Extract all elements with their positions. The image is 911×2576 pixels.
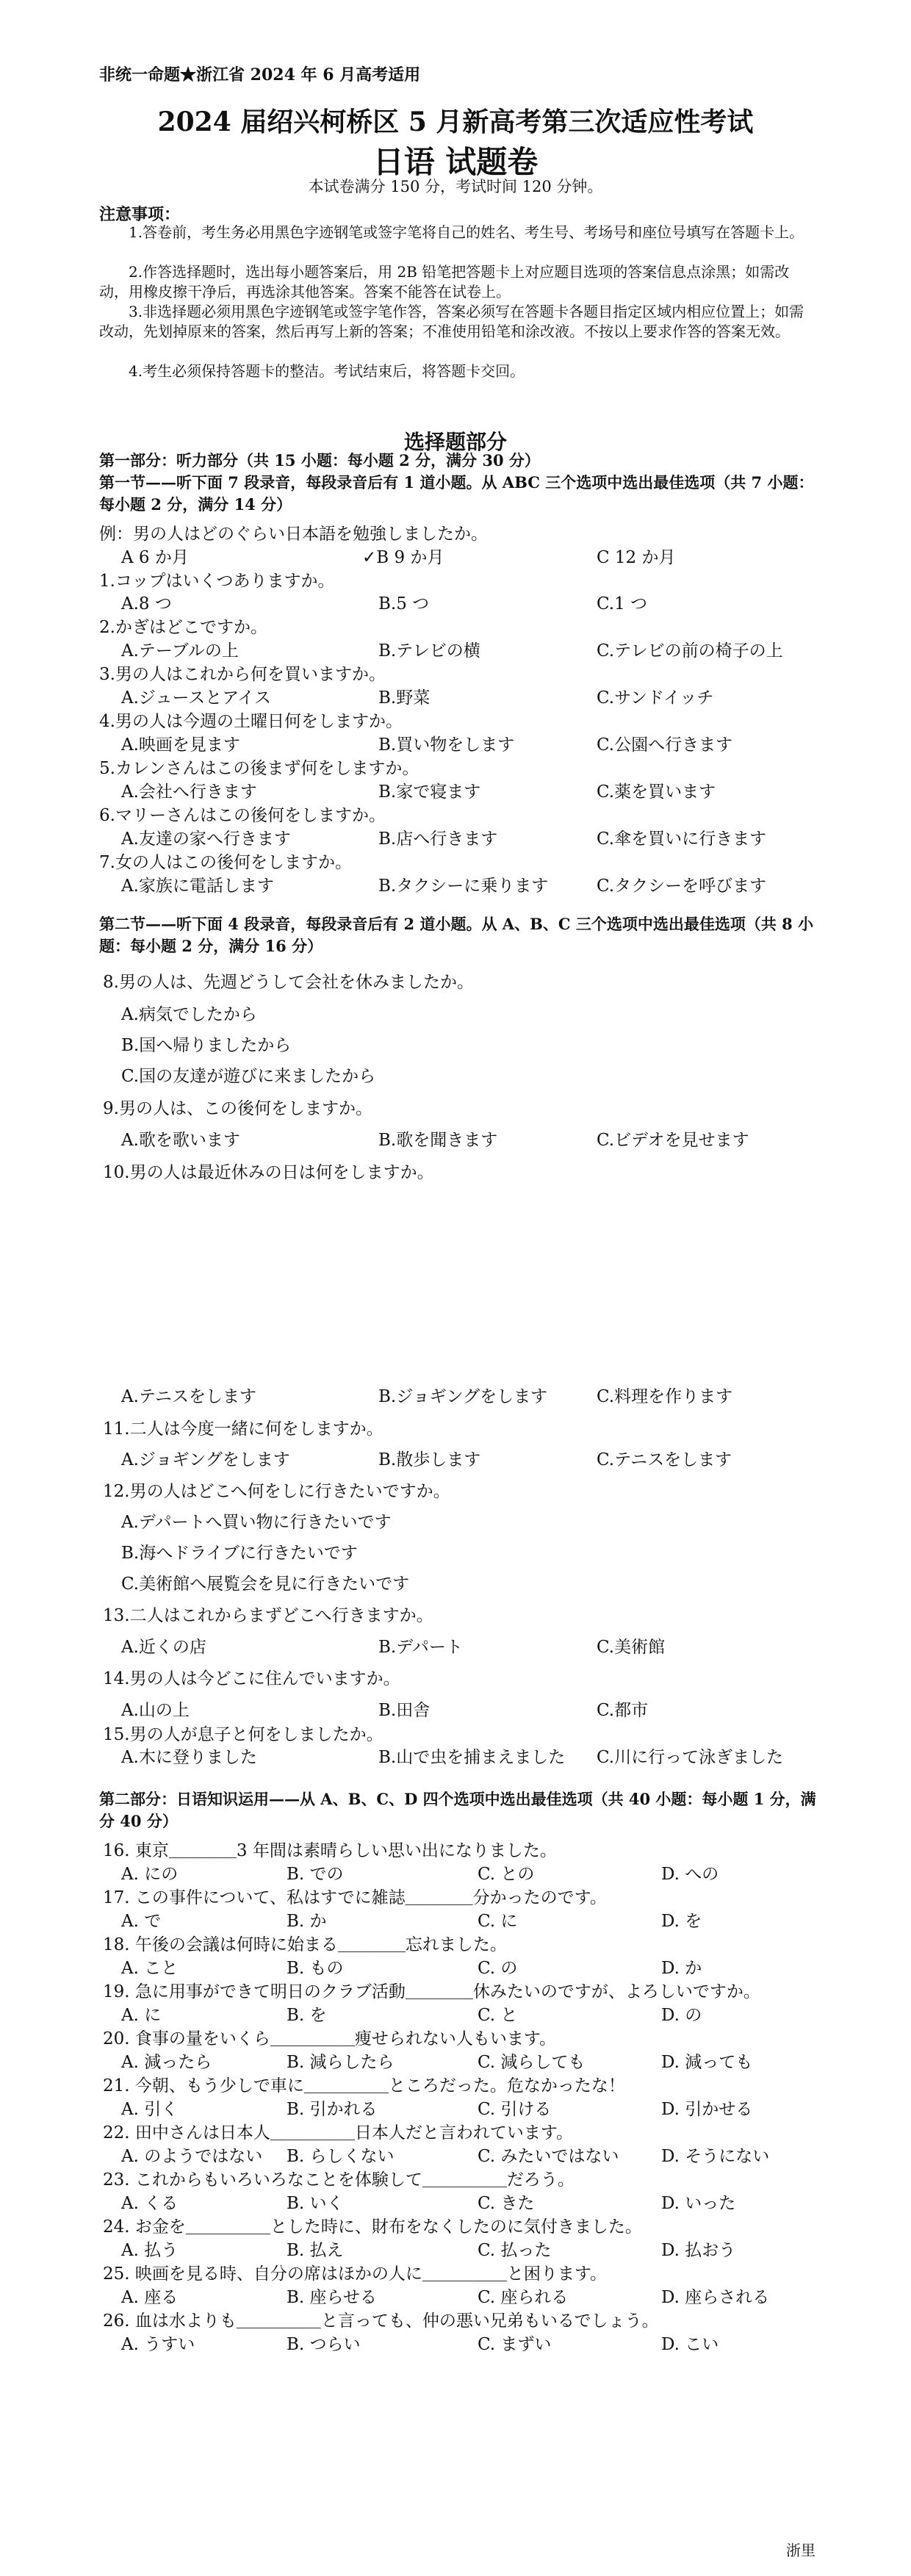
- q16-option-d: D. への: [661, 1865, 719, 1884]
- q9-option-a: A.歌を歌います: [121, 1131, 240, 1150]
- exam-info: 本试卷满分 150 分，考试时间 120 分钟。: [308, 178, 603, 195]
- q17-option-d: D. を: [661, 1912, 702, 1931]
- q24-option-d: D. 払おう: [661, 2241, 736, 2260]
- q26-option-b: B. つらい: [287, 2335, 361, 2354]
- q3-option-a: A.ジュースとアイス: [121, 688, 272, 708]
- q18-option-d: D. か: [661, 1959, 702, 1978]
- q25-option-d: D. 座らされる: [661, 2288, 770, 2307]
- q15-option-c: C.川に行って泳ぎました: [597, 1748, 784, 1767]
- q23-option-c: C. きた: [478, 2194, 535, 2213]
- q19-option-d: D. の: [661, 2006, 702, 2025]
- notice-item: 1.答卷前，考生务必用黑色字迹钢笔或签字笔将自己的姓名、考生号、考场号和座位号填写在答题卡上。: [129, 223, 804, 241]
- q11-option-c: C.テニスをします: [597, 1450, 732, 1469]
- q13-option-b: B.デパート: [378, 1638, 463, 1657]
- q7-option-b: B.タクシーに乗ります: [378, 877, 549, 896]
- question-24: 24. お金を＿＿＿＿＿とした時に、財布をなくしたのに気付きました。: [103, 2217, 642, 2237]
- q25-option-a: A. 座る: [121, 2288, 179, 2307]
- q4-option-c: C.公園へ行きます: [597, 735, 733, 755]
- question-17: 17. この事件について、私はすでに雑誌＿＿＿＿分かったのです。: [103, 1888, 607, 1907]
- q1-option-a: A.8 つ: [121, 594, 172, 614]
- q22-option-b: B. らしくない: [287, 2147, 395, 2166]
- q11-option-a: A.ジョギングをします: [121, 1450, 290, 1469]
- q2-option-b: B.テレビの横: [378, 641, 480, 661]
- question-7: 7.女の人はこの後何をしますか。: [99, 853, 352, 872]
- q14-option-b: B.田舎: [378, 1701, 431, 1720]
- q22-option-c: C. みたいではない: [478, 2147, 619, 2166]
- q12-option-b: B.海へドライブに行きたいです: [121, 1544, 358, 1563]
- q18-option-b: B. もの: [287, 1959, 344, 1978]
- example-option-a: A 6 か月: [121, 548, 189, 567]
- q3-option-c: C.サンドイッチ: [597, 688, 714, 708]
- q3-option-b: B.野菜: [378, 688, 431, 708]
- q7-option-a: A.家族に電話します: [121, 877, 274, 896]
- part1-title: 第一部分：听力部分（共 15 小题：每小题 2 分，满分 30 分）: [99, 451, 540, 469]
- q2-option-c: C.テレビの前の椅子の上: [597, 641, 783, 661]
- q16-option-c: C. との: [478, 1865, 535, 1884]
- question-11: 11.二人は今度一緒に何をしますか。: [103, 1420, 384, 1439]
- q22-option-d: D. そうにない: [661, 2147, 770, 2166]
- question-26: 26. 血は水よりも＿＿＿＿＿と言っても、仲の悪い兄弟もいるでしょう。: [103, 2311, 659, 2331]
- q23-option-a: A. くる: [121, 2194, 179, 2213]
- question-18: 18. 午後の会議は何時に始まる＿＿＿＿忘れました。: [103, 1935, 507, 1954]
- q13-option-a: A.近くの店: [121, 1638, 206, 1657]
- q16-option-a: A. にの: [121, 1865, 179, 1884]
- q14-option-a: A.山の上: [121, 1701, 190, 1720]
- q5-option-a: A.会社へ行きます: [121, 782, 257, 802]
- question-15: 15.男の人が息子と何をしましたか。: [103, 1725, 384, 1744]
- question-14: 14.男の人は今どこに住んでいますか。: [103, 1669, 400, 1688]
- q21-option-b: B. 引かれる: [287, 2100, 378, 2119]
- q10-option-a: A.テニスをします: [121, 1387, 257, 1406]
- q6-option-c: C.傘を買いに行きます: [597, 830, 767, 849]
- q5-option-b: B.家で寝ます: [378, 782, 481, 802]
- q21-option-a: A. 引く: [121, 2100, 179, 2119]
- q23-option-d: D. いった: [661, 2194, 736, 2213]
- example-option-b: ✓B 9 か月: [362, 548, 444, 567]
- q1-option-b: B.5 つ: [378, 594, 430, 614]
- q23-option-b: B. いく: [287, 2194, 344, 2213]
- question-16: 16. 東京＿＿＿＿3 年間は素晴らしい思い出になりました。: [103, 1841, 557, 1860]
- question-12: 12.男の人はどこへ何をしに行きたいですか。: [103, 1482, 450, 1501]
- question-10: 10.男の人は最近休みの日は何をしますか。: [103, 1163, 434, 1182]
- q10-option-b: B.ジョギングをします: [378, 1387, 548, 1406]
- q7-option-c: C.タクシーを呼びます: [597, 877, 767, 896]
- q21-option-d: D. 引かせる: [661, 2100, 753, 2119]
- question-5: 5.カレンさんはこの後まず何をしますか。: [99, 759, 420, 778]
- q2-option-a: A.テーブルの上: [121, 641, 239, 661]
- notice-heading: 注意事项：: [99, 205, 181, 224]
- question-25: 25. 映画を見る時、自分の席はほかの人に＿＿＿＿＿と困ります。: [103, 2264, 608, 2284]
- q17-option-c: C. に: [478, 1912, 518, 1931]
- q26-option-a: A. うすい: [121, 2335, 195, 2354]
- q12-option-a: A.デパートへ買い物に行きたいです: [121, 1513, 392, 1532]
- question-8: 8.男の人は、先週どうして会社を休みましたか。: [103, 973, 474, 992]
- q9-option-b: B.歌を聞きます: [378, 1131, 498, 1150]
- q19-option-b: B. を: [287, 2006, 327, 2025]
- question-2: 2.かぎはどこですか。: [99, 618, 267, 637]
- exam-title: 2024 届绍兴柯桥区 5 月新高考第三次适应性考试: [157, 107, 754, 137]
- q18-option-c: C. の: [478, 1959, 518, 1978]
- question-4: 4.男の人は今週の土曜日何をしますか。: [99, 712, 403, 731]
- question-22: 22. 田中さんは日本人＿＿＿＿＿日本人だと言われています。: [103, 2123, 574, 2143]
- q20-option-d: D. 減っても: [661, 2053, 753, 2072]
- notice-item: 2.作答选择题时，选出每小题答案后，用 2B 铅笔把答题卡上对应题目选项的答案信息点涂黑；如需改动，用橡皮擦干净后，再选涂其他答案。答案不能答在试卷上。: [99, 263, 790, 301]
- q6-option-b: B.店へ行きます: [378, 830, 498, 849]
- q4-option-b: B.買い物をします: [378, 735, 515, 755]
- q26-option-d: D. こい: [661, 2335, 719, 2354]
- q21-option-c: C. 引ける: [478, 2100, 552, 2119]
- paper-subject-title: 日语 试题卷: [372, 144, 539, 180]
- question-23: 23. これからもいろいろなことを体験して＿＿＿＿＿だろう。: [103, 2170, 575, 2190]
- q1-option-c: C.1 つ: [597, 594, 648, 614]
- question-20: 20. 食事の量をいくら＿＿＿＿＿痩せられない人もいます。: [103, 2029, 557, 2048]
- q24-option-b: B. 払え: [287, 2241, 344, 2260]
- q4-option-a: A.映画を見ます: [121, 735, 240, 755]
- question-9: 9.男の人は、この後何をしますか。: [103, 1099, 372, 1118]
- notice-item: 3.非选择题必须用黑色字迹钢笔或签字笔作答，答案必须写在答题卡各题目指定区域内相应位置上；如需改动，先划掉原来的答案，然后再写上新的答案；不准使用铅笔和涂改液。不按以上要求作答的答案无效。: [99, 303, 804, 340]
- q12-option-c: C.美術館へ展覧会を見に行きたいです: [121, 1575, 410, 1594]
- q14-option-c: C.都市: [597, 1701, 649, 1720]
- q24-option-a: A. 払う: [121, 2241, 179, 2260]
- question-13: 13.二人はこれからまずどこへ行きますか。: [103, 1606, 433, 1625]
- part1-section2-instructions: 第二节——听下面 4 段录音，每段录音后有 2 道小题。从 A、B、C 三个选项中选出最佳选项（共 8 小题：每小题 2 分，满分 16 分）: [99, 915, 814, 955]
- question-21: 21. 今朝、もう少しで車に＿＿＿＿＿ところだった。危なかったな！: [103, 2076, 625, 2095]
- q5-option-c: C.薬を買います: [597, 782, 716, 802]
- q18-option-a: A. こと: [121, 1959, 179, 1978]
- q15-option-a: A.木に登りました: [121, 1748, 257, 1767]
- q8-option-a: A.病気でしたから: [121, 1005, 257, 1024]
- part1-section1-instructions: 第一节——听下面 7 段录音，每段录音后有 1 道小题。从 ABC 三个选项中选出最佳选项（共 7 小题：每小题 2 分，满分 14 分）: [99, 473, 814, 514]
- q8-option-b: B.国へ帰りましたから: [121, 1036, 292, 1055]
- q13-option-c: C.美術館: [597, 1638, 666, 1657]
- q22-option-a: A. のようではない: [121, 2147, 263, 2166]
- question-1: 1.コップはいくつありますか。: [99, 572, 335, 591]
- q19-option-a: A. に: [121, 2006, 162, 2025]
- q20-option-a: A. 減ったら: [121, 2053, 212, 2072]
- question-6: 6.マリーさんはこの後何をしますか。: [99, 806, 386, 825]
- q16-option-b: B. での: [287, 1865, 344, 1884]
- q25-option-b: B. 座らせる: [287, 2288, 377, 2307]
- q10-option-c: C.料理を作ります: [597, 1387, 733, 1406]
- q8-option-c: C.国の友達が遊びに来ましたから: [121, 1067, 376, 1086]
- q17-option-a: A. で: [121, 1912, 162, 1931]
- q24-option-c: C. 払った: [478, 2241, 552, 2260]
- notice-item: 4.考生必须保持答题卡的整洁。考试结束后，将答题卡交回。: [129, 362, 525, 380]
- part2-title: 第二部分：日语知识运用——从 A、B、C、D 四个选项中选出最佳选项（共 40 小题：每小题 1 分，满分 40 分）: [99, 1790, 816, 1830]
- q9-option-c: C.ビデオを見せます: [597, 1131, 749, 1150]
- q11-option-b: B.散歩します: [378, 1450, 481, 1469]
- q26-option-c: C. まずい: [478, 2335, 552, 2354]
- example-option-c: C 12 か月: [597, 548, 676, 567]
- page-footer: 浙里: [786, 2541, 815, 2559]
- q6-option-a: A.友達の家へ行きます: [121, 830, 291, 849]
- q15-option-b: B.山で虫を捕まえました: [378, 1748, 566, 1767]
- question-19: 19. 急に用事ができて明日のクラブ活動＿＿＿＿休みたいのですが、よろしいですか。: [103, 1982, 760, 2001]
- section-title: 选择题部分: [403, 430, 507, 454]
- question-3: 3.男の人はこれから何を買いますか。: [99, 665, 386, 684]
- example-question: 例：男の人はどのぐらい日本語を勉強しましたか。: [99, 525, 488, 544]
- q19-option-c: C. と: [478, 2006, 518, 2025]
- q20-option-c: C. 減らしても: [478, 2053, 586, 2072]
- q17-option-b: B. か: [287, 1912, 327, 1931]
- q20-option-b: B. 減らしたら: [287, 2053, 395, 2072]
- exam-scope-label: 非统一命题★浙江省 2024 年 6 月高考适用: [99, 65, 421, 84]
- q25-option-c: C. 座られる: [478, 2288, 569, 2307]
